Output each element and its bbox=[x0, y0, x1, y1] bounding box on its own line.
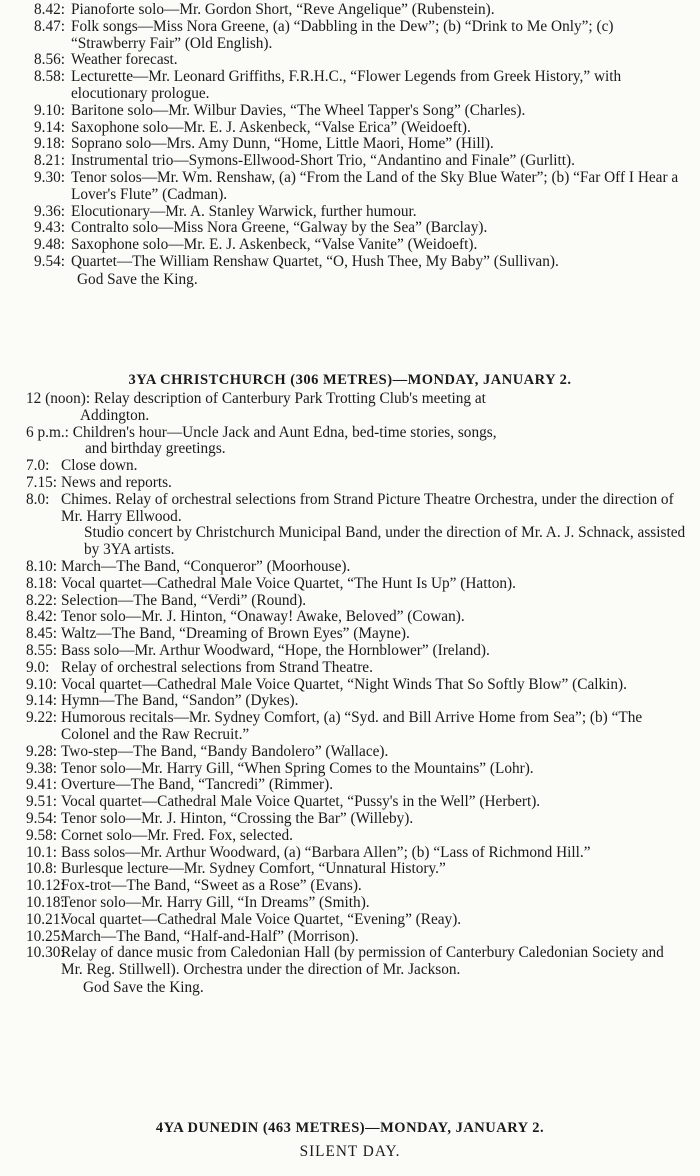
entry-time: 10.1: bbox=[26, 843, 58, 861]
programme-entry bbox=[0, 895, 700, 912]
entry-text: March—The Band, “Conqueror” (Moorhouse). bbox=[61, 557, 351, 575]
silent-day-note: SILENT DAY. bbox=[299, 1143, 401, 1160]
programme-entry bbox=[0, 19, 700, 53]
wellington-programme-continued bbox=[0, 2, 700, 289]
programme-entry bbox=[0, 643, 700, 660]
entry-text: Cornet solo—Mr. Fred. Fox, selected. bbox=[61, 826, 293, 844]
programme-entry bbox=[0, 609, 700, 626]
programme-entry bbox=[0, 52, 700, 69]
entry-text bbox=[26, 390, 486, 424]
entry-time: 8.18: bbox=[26, 574, 58, 592]
programme-entry bbox=[0, 103, 700, 120]
entry-time: 10.12: bbox=[26, 877, 65, 895]
entry-time: 9.22: bbox=[26, 709, 58, 727]
entry-time: 12 (noon): bbox=[26, 390, 91, 407]
entry-text: Baritone solo—Mr. Wilbur Davies, “The Wheel Tapper's Song” (Charles). bbox=[71, 101, 526, 119]
entry-time: 8.10: bbox=[26, 557, 58, 575]
entry-text: Vocal quartet—Cathedral Male Voice Quartet, “Pussy's in the Well” (Herbert). bbox=[61, 793, 541, 811]
closing-anthem-2: God Save the King. bbox=[83, 978, 204, 996]
entry-text-continued: and birthday greetings. bbox=[85, 440, 226, 458]
entry-time: 9.54: bbox=[33, 252, 65, 270]
programme-entry bbox=[0, 136, 700, 153]
programme-entry bbox=[0, 761, 700, 778]
entry-time: 10.25: bbox=[26, 927, 65, 945]
programme-entry bbox=[0, 559, 700, 576]
entry-text: Tenor solo—Mr. Harry Gill, “In Dreams” (Smith). bbox=[61, 893, 370, 911]
entry-time: 8.55: bbox=[26, 641, 58, 659]
entry-text: Tenor solo—Mr. J. Hinton, “Onaway! Awake, Beloved” (Cowan). bbox=[61, 608, 465, 626]
entry-text: Waltz—The Band, “Dreaming of Brown Eyes” (Mayne). bbox=[61, 625, 410, 643]
entry-time: 8.58: bbox=[33, 68, 65, 86]
entry-time: 9.18: bbox=[33, 135, 65, 153]
entry-time: 9.36: bbox=[33, 202, 65, 220]
entry-text: Tenor solo—Mr. Harry Gill, “When Spring Comes to the Mountains” (Lohr). bbox=[61, 759, 534, 777]
entry-text: Lecturette—Mr. Leonard Griffiths, F.R.H.C., “Flower Legends from Greek History,” with elocutionary prologue. bbox=[71, 68, 622, 102]
entry-text: Weather forecast. bbox=[71, 51, 178, 69]
programme-entry bbox=[0, 593, 700, 610]
entry-time: 6 p.m.: bbox=[26, 423, 69, 441]
entry-text bbox=[26, 424, 497, 458]
entry-time: 8.47: bbox=[33, 17, 65, 35]
programme-entry bbox=[0, 811, 700, 828]
entry-time: 9.43: bbox=[33, 219, 65, 237]
entry-time: 7.15: bbox=[26, 473, 58, 491]
programme-list-1 bbox=[0, 2, 700, 271]
entry-time: 9.0: bbox=[26, 658, 50, 676]
programme-entry bbox=[0, 845, 700, 862]
programme-list-2a bbox=[0, 458, 700, 525]
entry-time: 9.51: bbox=[26, 793, 58, 811]
entry-text: Saxophone solo—Mr. E. J. Askenbeck, “Valse Erica” (Weidoeft). bbox=[71, 118, 471, 136]
entry-time: 9.41: bbox=[26, 776, 58, 794]
entry-text: Fox-trot—The Band, “Sweet as a Rose” (Evans). bbox=[61, 877, 362, 895]
programme-entry bbox=[0, 878, 700, 895]
entry-text: Bass solos—Mr. Arthur Woodward, (a) “Barbara Allen”; (b) “Lass of Richmond Hill.” bbox=[61, 843, 591, 861]
christchurch-heading: 3YA CHRISTCHURCH (306 METRES)—MONDAY, JANUARY 2. bbox=[128, 372, 572, 388]
entry-time: 8.56: bbox=[33, 51, 65, 69]
entry-text: Bass solo—Mr. Arthur Woodward, “Hope, the Hornblower” (Ireland). bbox=[61, 641, 490, 659]
programme-entry bbox=[0, 945, 700, 979]
programme-entry bbox=[0, 929, 700, 946]
closing-anthem: God Save the King. bbox=[77, 270, 198, 288]
programme-list-2b bbox=[0, 559, 700, 979]
studio-concert-note: Studio concert by Christchurch Municipal Band, under the direction of Mr. A. J. Schnack, assisted by 3YA artists. bbox=[84, 524, 686, 559]
entry-text: Humorous recitals—Mr. Sydney Comfort, (a) “Syd. and Bill Arrive Home from Sea”; (b) “The Colonel and the Raw Recruit.” bbox=[61, 709, 643, 743]
programme-entry bbox=[0, 710, 700, 744]
entry-time: 10.30: bbox=[26, 944, 65, 962]
entry-text-line: Relay description of Canterbury Park Trotting Club's meeting at bbox=[93, 390, 486, 407]
entry-time: 10.18: bbox=[26, 893, 65, 911]
entry-text: Vocal quartet—Cathedral Male Voice Quartet, “Night Winds That So Softly Blow” (Calkin). bbox=[61, 675, 627, 693]
entry-text: March—The Band, “Half-and-Half” (Morrison). bbox=[61, 927, 359, 945]
programme-entry bbox=[0, 677, 700, 694]
programme-entry-noon bbox=[0, 391, 700, 425]
entry-text: Tenor solos—Mr. Wm. Renshaw, (a) “From the Land of the Sky Blue Water”; (b) “Far Off I Hear a Lover's Flute” (Cadman). bbox=[71, 168, 679, 203]
programme-entry bbox=[0, 120, 700, 137]
entry-text: Tenor solo—Mr. J. Hinton, “Crossing the Bar” (Willeby). bbox=[61, 809, 414, 827]
programme-entry bbox=[0, 912, 700, 929]
programme-entry bbox=[0, 475, 700, 492]
entry-text-continued: Addington. bbox=[80, 406, 150, 424]
entry-text: Overture—The Band, “Tancredi” (Rimmer). bbox=[61, 776, 334, 794]
entry-time: 8.0: bbox=[26, 490, 50, 508]
entry-text: Relay of dance music from Caledonian Hall (by permission of Canterbury Caledonian Society and Mr. Reg. Stillwell). Orchestra under the direction of Mr. Jackson. bbox=[61, 944, 664, 979]
programme-entry bbox=[0, 777, 700, 794]
entry-time: 9.10: bbox=[26, 675, 58, 693]
programme-entry bbox=[0, 254, 700, 271]
entry-text: Quartet—The William Renshaw Quartet, “O, Hush Thee, My Baby” (Sullivan). bbox=[71, 252, 559, 270]
entry-text: Close down. bbox=[61, 457, 138, 475]
entry-text: Saxophone solo—Mr. E. J. Askenbeck, “Valse Vanite” (Weidoeft). bbox=[71, 236, 478, 254]
entry-time: 8.22: bbox=[26, 591, 58, 609]
entry-time: 8.42: bbox=[33, 1, 65, 18]
entry-time: 8.21: bbox=[33, 152, 65, 170]
programme-entry bbox=[0, 2, 700, 19]
christchurch-programme bbox=[0, 391, 700, 997]
entry-time: 10.21: bbox=[26, 910, 65, 928]
programme-entry bbox=[0, 204, 700, 221]
programme-entry bbox=[0, 828, 700, 845]
entry-time: 10.8: bbox=[26, 860, 58, 878]
dunedin-heading: 4YA DUNEDIN (463 METRES)—MONDAY, JANUARY 2. bbox=[155, 1120, 545, 1136]
programme-entry bbox=[0, 576, 700, 593]
programme-entry bbox=[0, 626, 700, 643]
entry-time: 9.54: bbox=[26, 809, 58, 827]
entry-time: 7.0: bbox=[26, 457, 50, 475]
entry-time: 9.10: bbox=[33, 101, 65, 119]
programme-entry bbox=[0, 660, 700, 677]
programme-entry bbox=[0, 492, 700, 526]
entry-time: 9.48: bbox=[33, 236, 65, 254]
entry-text: Elocutionary—Mr. A. Stanley Warwick, further humour. bbox=[71, 202, 417, 220]
entry-text: Vocal quartet—Cathedral Male Voice Quartet, “Evening” (Reay). bbox=[61, 910, 462, 928]
entry-time: 9.28: bbox=[26, 742, 58, 760]
programme-entry bbox=[0, 153, 700, 170]
programme-entry bbox=[0, 458, 700, 475]
entry-text: Instrumental trio—Symons-Ellwood-Short Trio, “Andantino and Finale” (Gurlitt). bbox=[71, 152, 575, 170]
programme-entry bbox=[0, 69, 700, 103]
programme-entry bbox=[0, 220, 700, 237]
entry-text: Two-step—The Band, “Bandy Bandolero” (Wallace). bbox=[61, 742, 389, 760]
entry-time: 8.45: bbox=[26, 625, 58, 643]
entry-text: Selection—The Band, “Verdi” (Round). bbox=[61, 591, 307, 609]
entry-time: 9.14: bbox=[33, 118, 65, 136]
entry-text: Vocal quartet—Cathedral Male Voice Quartet, “The Hunt Is Up” (Hatton). bbox=[61, 574, 516, 592]
programme-entry bbox=[0, 237, 700, 254]
entry-text-line: Children's hour—Uncle Jack and Aunt Edna, bed-time stories, songs, bbox=[72, 423, 497, 441]
entry-time: 8.42: bbox=[26, 608, 58, 626]
programme-entry bbox=[0, 744, 700, 761]
programme-entry bbox=[0, 861, 700, 878]
entry-time: 9.38: bbox=[26, 759, 58, 777]
entry-time: 9.58: bbox=[26, 826, 58, 844]
entry-time: 9.14: bbox=[26, 692, 58, 710]
entry-text: Relay of orchestral selections from Strand Theatre. bbox=[61, 658, 373, 676]
entry-text: Burlesque lecture—Mr. Sydney Comfort, “Unnatural History.” bbox=[61, 860, 446, 878]
entry-text: Contralto solo—Miss Nora Greene, “Galway by the Sea” (Barclay). bbox=[71, 219, 488, 237]
entry-time: 9.30: bbox=[33, 168, 65, 186]
entry-text: Chimes. Relay of orchestral selections from Strand Picture Theatre Orchestra, under the direction of Mr. Harry Ellwood. bbox=[61, 490, 674, 525]
entry-text: News and reports. bbox=[61, 473, 172, 491]
entry-text: Pianoforte solo—Mr. Gordon Short, “Reve Angelique” (Rubenstein). bbox=[71, 1, 495, 18]
entry-text: Soprano solo—Mrs. Amy Dunn, “Home, Little Maori, Home” (Hill). bbox=[71, 135, 494, 153]
programme-entry bbox=[0, 693, 700, 710]
programme-entry-6pm bbox=[0, 425, 700, 459]
entry-text: Hymn—The Band, “Sandon” (Dykes). bbox=[61, 692, 299, 710]
programme-entry bbox=[0, 794, 700, 811]
programme-entry bbox=[0, 170, 700, 204]
entry-text: Folk songs—Miss Nora Greene, (a) “Dabbling in the Dew”; (b) “Drink to Me Only”; (c) “Strawberry Fair” (Old English). bbox=[71, 17, 614, 52]
